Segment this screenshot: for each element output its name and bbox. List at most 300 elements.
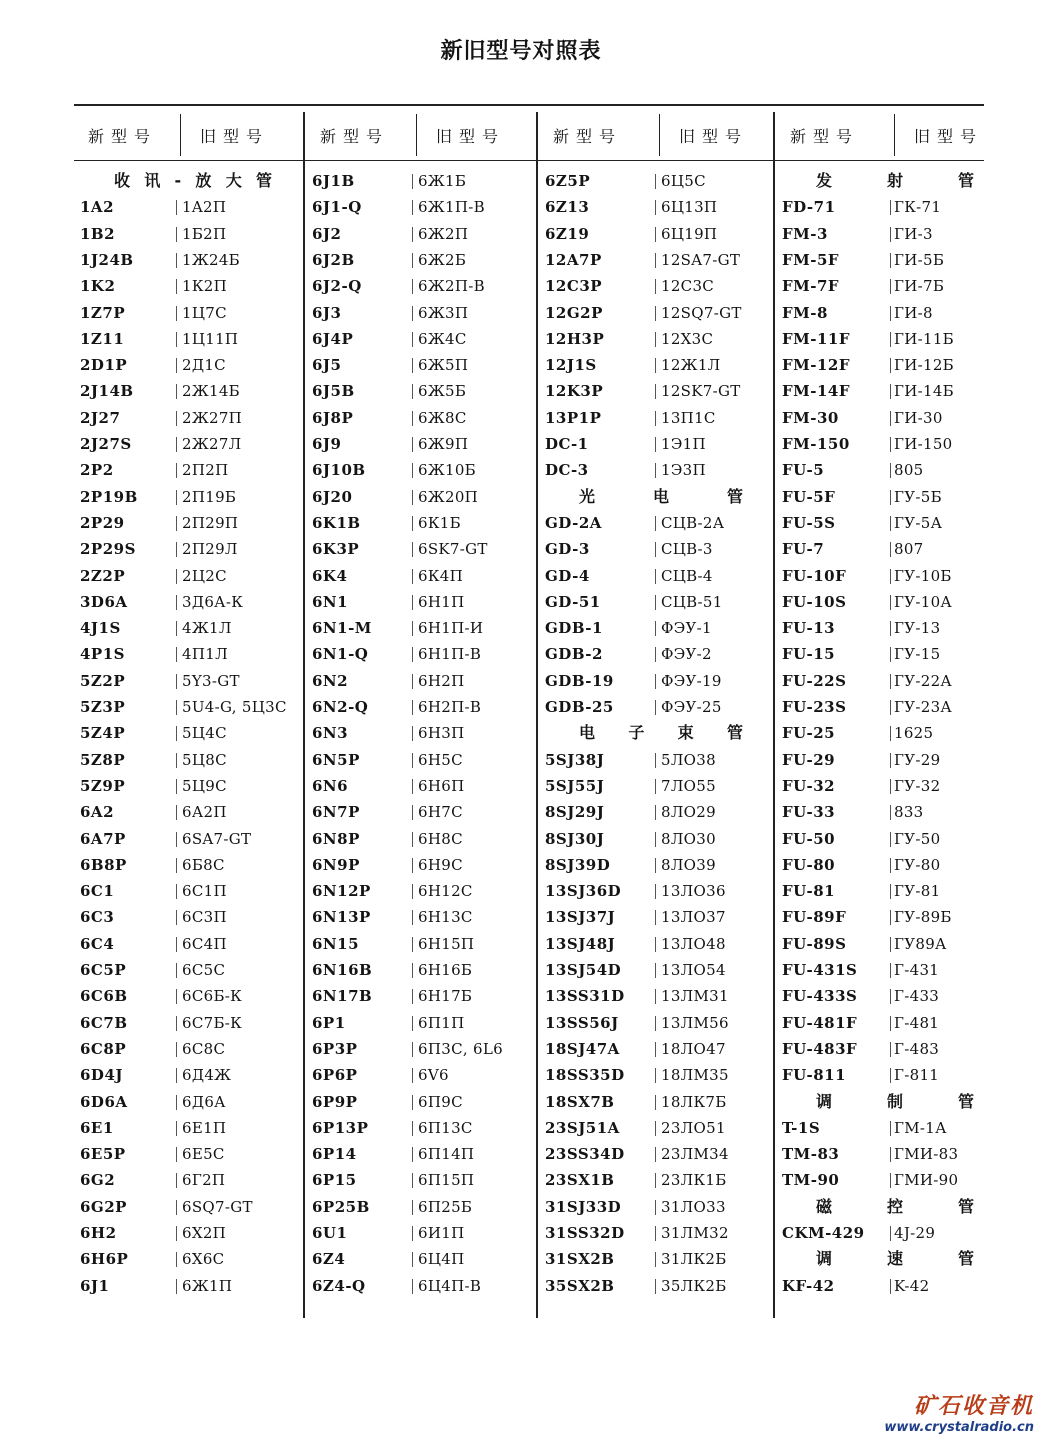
new-model-cell: 6P6P <box>312 1066 358 1085</box>
old-model-cell: 6П9С <box>418 1092 463 1111</box>
section-heading-char: 调 <box>816 1091 833 1111</box>
old-model-cell: ГУ-89Б <box>894 908 952 927</box>
old-model-cell: 6Ж8С <box>418 408 467 427</box>
new-model-cell: FU-431S <box>782 961 858 979</box>
old-model-cell: 6Н12С <box>418 882 473 901</box>
old-model-cell: 6С8С <box>182 1039 226 1058</box>
row-split-tick <box>890 1279 891 1294</box>
old-model-cell: ГИ-7Б <box>894 277 945 296</box>
row-split-tick <box>890 858 891 873</box>
header-split-1 <box>180 114 181 156</box>
row-split-tick <box>890 726 891 741</box>
new-model-cell: 6J8P <box>312 408 354 427</box>
new-model-cell: 6C4 <box>80 934 115 953</box>
old-model-cell: ГИ-14Б <box>894 382 954 401</box>
new-model-cell: 6K3P <box>312 540 360 559</box>
old-model-cell: 1Ц11П <box>182 329 239 348</box>
row-split-tick <box>412 805 413 820</box>
new-model-cell: 6G2 <box>80 1171 116 1190</box>
row-split-tick <box>655 542 656 557</box>
old-model-cell: Г-481 <box>894 1013 940 1032</box>
row-split-tick <box>890 1173 891 1188</box>
old-model-cell: 6Б8С <box>182 855 225 874</box>
new-model-cell: 6J20 <box>312 487 353 506</box>
old-model-cell: 13П1С <box>661 408 716 427</box>
old-model-cell: ГУ-22А <box>894 671 953 690</box>
old-model-cell: ГИ-5Б <box>894 250 945 269</box>
row-split-tick <box>655 253 656 268</box>
new-model-cell: 2J14B <box>80 382 134 401</box>
new-model-cell: 6N7P <box>312 803 360 822</box>
section-heading-char: 子 <box>628 723 645 743</box>
row-split-tick <box>176 200 177 215</box>
new-model-cell: 6P3P <box>312 1039 358 1058</box>
row-split-tick <box>176 1016 177 1031</box>
new-model-cell: 23SS34D <box>545 1145 625 1164</box>
old-model-cell: K-42 <box>894 1276 930 1295</box>
new-model-cell: 6C8P <box>80 1039 127 1058</box>
row-split-tick <box>890 674 891 689</box>
old-model-cell: ГМИ-90 <box>894 1171 959 1190</box>
new-model-cell: 6H2 <box>80 1224 117 1242</box>
new-model-cell: 6N1-M <box>312 619 372 638</box>
section-heading-char: 束 <box>677 723 694 743</box>
new-model-cell: FU-5S <box>782 513 836 532</box>
row-split-tick <box>890 200 891 215</box>
row-split-tick <box>412 674 413 689</box>
site-watermark <box>884 1389 1034 1435</box>
new-model-cell: 6N2-Q <box>312 698 369 716</box>
new-model-cell: FU-32 <box>782 776 836 795</box>
old-model-cell: 6Н5С <box>418 750 463 769</box>
row-split-tick <box>655 910 656 925</box>
new-model-cell: FU-50 <box>782 829 836 848</box>
new-model-cell: 6J9 <box>312 435 342 453</box>
new-model-cell: 6K4 <box>312 566 348 585</box>
new-model-cell: 5Z8P <box>80 750 126 769</box>
row-split-tick <box>176 937 177 952</box>
new-model-cell: 1A2 <box>80 198 115 217</box>
header-old-model: 旧型号 <box>436 127 506 146</box>
group-separator-3 <box>773 112 775 1318</box>
old-model-cell: 2П2П <box>182 461 229 480</box>
old-model-cell: 6П14П <box>418 1145 475 1164</box>
row-split-tick <box>890 516 891 531</box>
row-split-tick <box>655 1068 656 1083</box>
new-model-cell: KF-42 <box>782 1276 835 1295</box>
new-model-cell: 6C1 <box>80 882 115 901</box>
row-split-tick <box>655 1252 656 1267</box>
section-heading <box>816 172 974 190</box>
row-split-tick <box>655 463 656 478</box>
row-split-tick <box>176 621 177 636</box>
row-split-tick <box>655 437 656 452</box>
old-model-cell: 2Ж14Б <box>182 382 241 401</box>
section-heading-char: 管 <box>957 1091 974 1111</box>
old-model-cell: ГИ-3 <box>894 224 933 243</box>
row-split-tick <box>176 805 177 820</box>
old-model-cell: 6Ж1П-В <box>418 198 485 217</box>
row-split-tick <box>176 832 177 847</box>
old-model-cell: Г-811 <box>894 1066 940 1085</box>
row-split-tick <box>412 227 413 242</box>
row-split-tick <box>412 1226 413 1241</box>
old-model-cell: 5U4-G, 5Ц3С <box>182 698 287 716</box>
row-split-tick <box>412 647 413 662</box>
row-split-tick <box>890 437 891 452</box>
new-model-cell: 3D6A <box>80 592 128 611</box>
section-heading <box>816 1093 974 1111</box>
new-model-cell: GDB-19 <box>545 671 614 690</box>
row-split-tick <box>655 1147 656 1162</box>
section-heading-char: 调 <box>816 1249 833 1269</box>
row-split-tick <box>655 963 656 978</box>
row-split-tick <box>655 569 656 584</box>
row-split-tick <box>890 937 891 952</box>
old-model-cell: ГУ-10А <box>894 592 953 611</box>
row-split-tick <box>412 358 413 373</box>
row-split-tick <box>412 253 413 268</box>
old-model-cell: ГИ-8 <box>894 303 933 322</box>
new-model-cell: 13SS56J <box>545 1013 619 1032</box>
new-model-cell: 6J2-Q <box>312 277 362 296</box>
row-split-tick <box>412 1279 413 1294</box>
row-split-tick <box>890 569 891 584</box>
old-model-cell: 4Ж1Л <box>182 619 232 638</box>
new-model-cell: 6C6B <box>80 987 128 1006</box>
row-split-tick <box>176 1252 177 1267</box>
section-heading-char: 速 <box>886 1249 903 1269</box>
new-model-cell: 31SJ33D <box>545 1197 622 1216</box>
new-model-cell: 2P29S <box>80 540 136 559</box>
row-split-tick <box>890 595 891 610</box>
row-split-tick <box>655 1042 656 1057</box>
new-model-cell: 6N12P <box>312 882 371 901</box>
row-split-tick <box>655 674 656 689</box>
old-model-cell: ФЭУ-1 <box>661 619 712 638</box>
old-model-cell: 2П19Б <box>182 487 237 506</box>
old-model-cell: 1Ц7С <box>182 303 227 322</box>
old-model-cell: СЦВ-4 <box>661 566 713 585</box>
row-split-tick <box>890 1147 891 1162</box>
old-model-cell: 7ЛО55 <box>661 776 716 795</box>
new-model-cell: 6N17B <box>312 987 373 1006</box>
new-model-cell: 13SJ54D <box>545 961 622 979</box>
old-model-cell: 13ЛМ56 <box>661 1013 729 1032</box>
section-heading <box>579 724 743 742</box>
old-model-cell: ГУ-29 <box>894 750 941 769</box>
row-split-tick <box>412 1173 413 1188</box>
old-model-cell: 13ЛО54 <box>661 961 726 979</box>
row-split-tick <box>176 1068 177 1083</box>
old-model-cell: ГИ-12Б <box>894 356 954 375</box>
row-split-tick <box>655 1200 656 1215</box>
old-model-cell: 6Х2П <box>182 1224 227 1242</box>
new-model-cell: 6J1 <box>80 1276 110 1295</box>
new-model-cell: 6N8P <box>312 829 360 848</box>
row-split-tick <box>176 490 177 505</box>
new-model-cell: 12G2P <box>545 303 603 322</box>
new-model-cell: FU-10S <box>782 592 847 611</box>
new-model-cell: 12C3P <box>545 277 603 296</box>
header-split-4 <box>894 114 895 156</box>
old-model-cell: 12Ж1Л <box>661 356 721 375</box>
new-model-cell: 6B8P <box>80 855 127 874</box>
row-split-tick <box>176 1042 177 1057</box>
old-model-cell: 6С4П <box>182 934 227 953</box>
row-split-tick <box>890 910 891 925</box>
new-model-cell: 6P25B <box>312 1197 370 1216</box>
new-model-cell: 6U1 <box>312 1224 348 1242</box>
old-model-cell: ФЭУ-25 <box>661 698 722 716</box>
row-split-tick <box>890 542 891 557</box>
old-model-cell: 3Д6А-К <box>182 592 244 611</box>
new-model-cell: 1Z7P <box>80 303 126 322</box>
row-split-tick <box>176 753 177 768</box>
old-model-cell: Г-433 <box>894 987 940 1006</box>
old-model-cell: 6Н13С <box>418 908 473 927</box>
new-model-cell: GDB-2 <box>545 645 603 664</box>
row-split-tick <box>176 1121 177 1136</box>
old-model-cell: 6П15П <box>418 1171 475 1190</box>
new-model-cell: 5Z4P <box>80 724 126 743</box>
row-split-tick <box>655 1279 656 1294</box>
header-new-model: 新型号 <box>790 127 860 146</box>
row-split-tick <box>655 647 656 662</box>
old-model-cell: 6П3С, 6L6 <box>418 1039 503 1058</box>
new-model-cell: 2Z2P <box>80 566 126 585</box>
new-model-cell: 13SJ36D <box>545 882 622 901</box>
new-model-cell: 6J4P <box>312 329 354 348</box>
row-split-tick <box>176 1200 177 1215</box>
row-split-tick <box>890 1016 891 1031</box>
old-model-cell: 6SA7-GT <box>182 829 252 848</box>
new-model-cell: 18SS35D <box>545 1066 625 1085</box>
new-model-cell: 13SS31D <box>545 987 625 1006</box>
row-split-tick <box>412 569 413 584</box>
header-old-model: 旧型号 <box>200 127 270 146</box>
row-split-tick <box>412 1147 413 1162</box>
old-model-cell: 5Ц9С <box>182 776 227 795</box>
old-model-cell: 6Н16Б <box>418 961 473 979</box>
row-split-tick <box>890 384 891 399</box>
old-model-cell: 4П1Л <box>182 645 228 664</box>
old-model-cell: 6Ж20П <box>418 487 479 506</box>
row-split-tick <box>412 437 413 452</box>
section-heading-char: 磁 <box>816 1196 833 1216</box>
new-model-cell: 6J2B <box>312 250 355 269</box>
old-model-cell: 6С3П <box>182 908 227 927</box>
row-split-tick <box>176 1147 177 1162</box>
new-model-cell: 6E1 <box>80 1118 114 1137</box>
row-split-tick <box>176 1226 177 1241</box>
row-split-tick <box>890 227 891 242</box>
row-split-tick <box>890 963 891 978</box>
row-split-tick <box>412 463 413 478</box>
new-model-cell: 6H6P <box>80 1250 129 1269</box>
old-model-cell: Г-431 <box>894 961 940 979</box>
old-model-cell: 6Г2П <box>182 1171 226 1190</box>
section-heading-char: 管 <box>957 1249 974 1269</box>
new-model-cell: 6N1-Q <box>312 645 369 664</box>
new-model-cell: FU-811 <box>782 1066 847 1085</box>
row-split-tick <box>412 700 413 715</box>
old-model-cell: 1A2П <box>182 198 227 217</box>
row-split-tick <box>412 910 413 925</box>
old-model-cell: СЦВ-2А <box>661 513 725 532</box>
old-model-cell: 13ЛМ31 <box>661 987 729 1006</box>
new-model-cell: 2P2 <box>80 461 114 480</box>
new-model-cell: 31SX2B <box>545 1250 615 1269</box>
section-heading-char: 大 <box>225 171 242 190</box>
new-model-cell: 5Z3P <box>80 698 126 716</box>
old-model-cell: 6Ц5С <box>661 172 706 190</box>
new-model-cell: 6P13P <box>312 1118 369 1137</box>
new-model-cell: FM-12F <box>782 356 851 375</box>
new-model-cell: 6Z5P <box>545 172 591 190</box>
old-model-cell: 6Ж2Б <box>418 250 467 269</box>
old-model-cell: 6С7Б-К <box>182 1013 243 1032</box>
row-split-tick <box>890 621 891 636</box>
old-model-cell: ГУ-50 <box>894 829 941 848</box>
new-model-cell: 6E5P <box>80 1145 126 1164</box>
row-split-tick <box>655 306 656 321</box>
row-split-tick <box>412 1068 413 1083</box>
new-model-cell: FU-81 <box>782 882 836 901</box>
row-split-tick <box>890 1226 891 1241</box>
new-model-cell: DC-3 <box>545 461 589 480</box>
new-model-cell: 2P29 <box>80 513 125 532</box>
new-model-cell: FU-15 <box>782 645 836 664</box>
old-model-cell: 2П29П <box>182 513 239 532</box>
old-model-cell: 6Ц13П <box>661 198 718 217</box>
new-model-cell: FM-150 <box>782 435 850 453</box>
row-split-tick <box>412 279 413 294</box>
section-heading-char: 控 <box>886 1196 903 1216</box>
row-split-tick <box>412 542 413 557</box>
new-model-cell: FU-23S <box>782 698 847 716</box>
row-split-tick <box>655 516 656 531</box>
old-model-cell: 6Ж1Б <box>418 172 467 190</box>
row-split-tick <box>176 647 177 662</box>
new-model-cell: T-1S <box>782 1118 821 1137</box>
old-model-cell: ФЭУ-19 <box>661 671 722 690</box>
row-split-tick <box>176 989 177 1004</box>
new-model-cell: TM-83 <box>782 1145 840 1164</box>
old-model-cell: 5Ц8С <box>182 750 227 769</box>
new-model-cell: 6Z4-Q <box>312 1276 366 1295</box>
row-split-tick <box>412 989 413 1004</box>
row-split-tick <box>176 384 177 399</box>
row-split-tick <box>412 332 413 347</box>
old-model-cell: 6Е1П <box>182 1118 227 1137</box>
new-model-cell: 6N16B <box>312 961 373 979</box>
row-split-tick <box>176 1279 177 1294</box>
new-model-cell: 18SX7B <box>545 1092 615 1111</box>
row-split-tick <box>176 279 177 294</box>
old-model-cell: 6Ц4П-В <box>418 1276 482 1295</box>
new-model-cell: 6J1B <box>312 172 355 190</box>
row-split-tick <box>890 989 891 1004</box>
old-model-cell: ГУ-10Б <box>894 566 952 585</box>
new-model-cell: 6J10B <box>312 461 366 480</box>
old-model-cell: 8ЛО30 <box>661 829 716 848</box>
new-model-cell: 6C3 <box>80 908 115 927</box>
old-model-cell: ГУ-81 <box>894 882 941 901</box>
new-model-cell: FM-3 <box>782 224 828 243</box>
old-model-cell: 6Ж2П-В <box>418 277 485 296</box>
old-model-cell: 6Ж9П <box>418 435 469 453</box>
row-split-tick <box>412 621 413 636</box>
new-model-cell: FU-433S <box>782 987 858 1006</box>
old-model-cell: 6Н1П-И <box>418 619 484 638</box>
new-model-cell: 6N15 <box>312 934 360 953</box>
row-split-tick <box>176 569 177 584</box>
old-model-cell: 6Н1П-В <box>418 645 482 664</box>
row-split-tick <box>890 463 891 478</box>
row-split-tick <box>655 1173 656 1188</box>
new-model-cell: GD-3 <box>545 540 590 559</box>
row-split-tick <box>176 542 177 557</box>
new-model-cell: FD-71 <box>782 198 836 217</box>
row-split-tick <box>412 1252 413 1267</box>
old-model-cell: 18ЛК7Б <box>661 1092 727 1111</box>
old-model-cell: ГМИ-83 <box>894 1145 959 1164</box>
row-split-tick <box>412 516 413 531</box>
section-heading-char: 射 <box>886 171 903 190</box>
section-heading-char: 管 <box>255 171 272 190</box>
new-model-cell: 13P1P <box>545 408 602 427</box>
new-model-cell: FM-30 <box>782 408 839 427</box>
new-model-cell: 6N5P <box>312 750 360 769</box>
new-model-cell: 2P19B <box>80 487 138 506</box>
old-model-cell: 6Ж5Б <box>418 382 467 401</box>
old-model-cell: 6SK7-GT <box>418 540 488 559</box>
row-split-tick <box>176 1095 177 1110</box>
old-model-cell: 6К4П <box>418 566 463 585</box>
new-model-cell: GD-51 <box>545 592 601 611</box>
row-split-tick <box>655 753 656 768</box>
new-model-cell: 5SJ38J <box>545 750 605 769</box>
row-split-tick <box>176 227 177 242</box>
old-model-cell: 12SK7-GT <box>661 382 741 401</box>
new-model-cell: 6P14 <box>312 1145 357 1164</box>
old-model-cell: 12Х3С <box>661 329 714 348</box>
section-heading-char: 发 <box>816 171 833 190</box>
row-split-tick <box>412 832 413 847</box>
header-bottom-rule <box>74 160 984 161</box>
old-model-cell: 5ЛО38 <box>661 750 716 769</box>
new-model-cell: 23SJ51A <box>545 1118 620 1137</box>
old-model-cell: 12SA7-GT <box>661 250 741 269</box>
old-model-cell: 6С1П <box>182 882 227 901</box>
old-model-cell: 6П25Б <box>418 1197 473 1216</box>
old-model-cell: 13ЛО37 <box>661 908 726 927</box>
new-model-cell: 2J27 <box>80 408 121 427</box>
new-model-cell: GDB-25 <box>545 698 614 716</box>
new-model-cell: FU-89F <box>782 908 847 927</box>
row-split-tick <box>890 1068 891 1083</box>
row-split-tick <box>412 1095 413 1110</box>
row-split-tick <box>412 937 413 952</box>
new-model-cell: FM-7F <box>782 277 840 296</box>
header-new-model: 新型号 <box>553 127 623 146</box>
row-split-tick <box>412 490 413 505</box>
old-model-cell: 6Н1П <box>418 592 465 611</box>
row-split-tick <box>176 674 177 689</box>
row-split-tick <box>655 200 656 215</box>
old-model-cell: 6П1П <box>418 1013 465 1032</box>
